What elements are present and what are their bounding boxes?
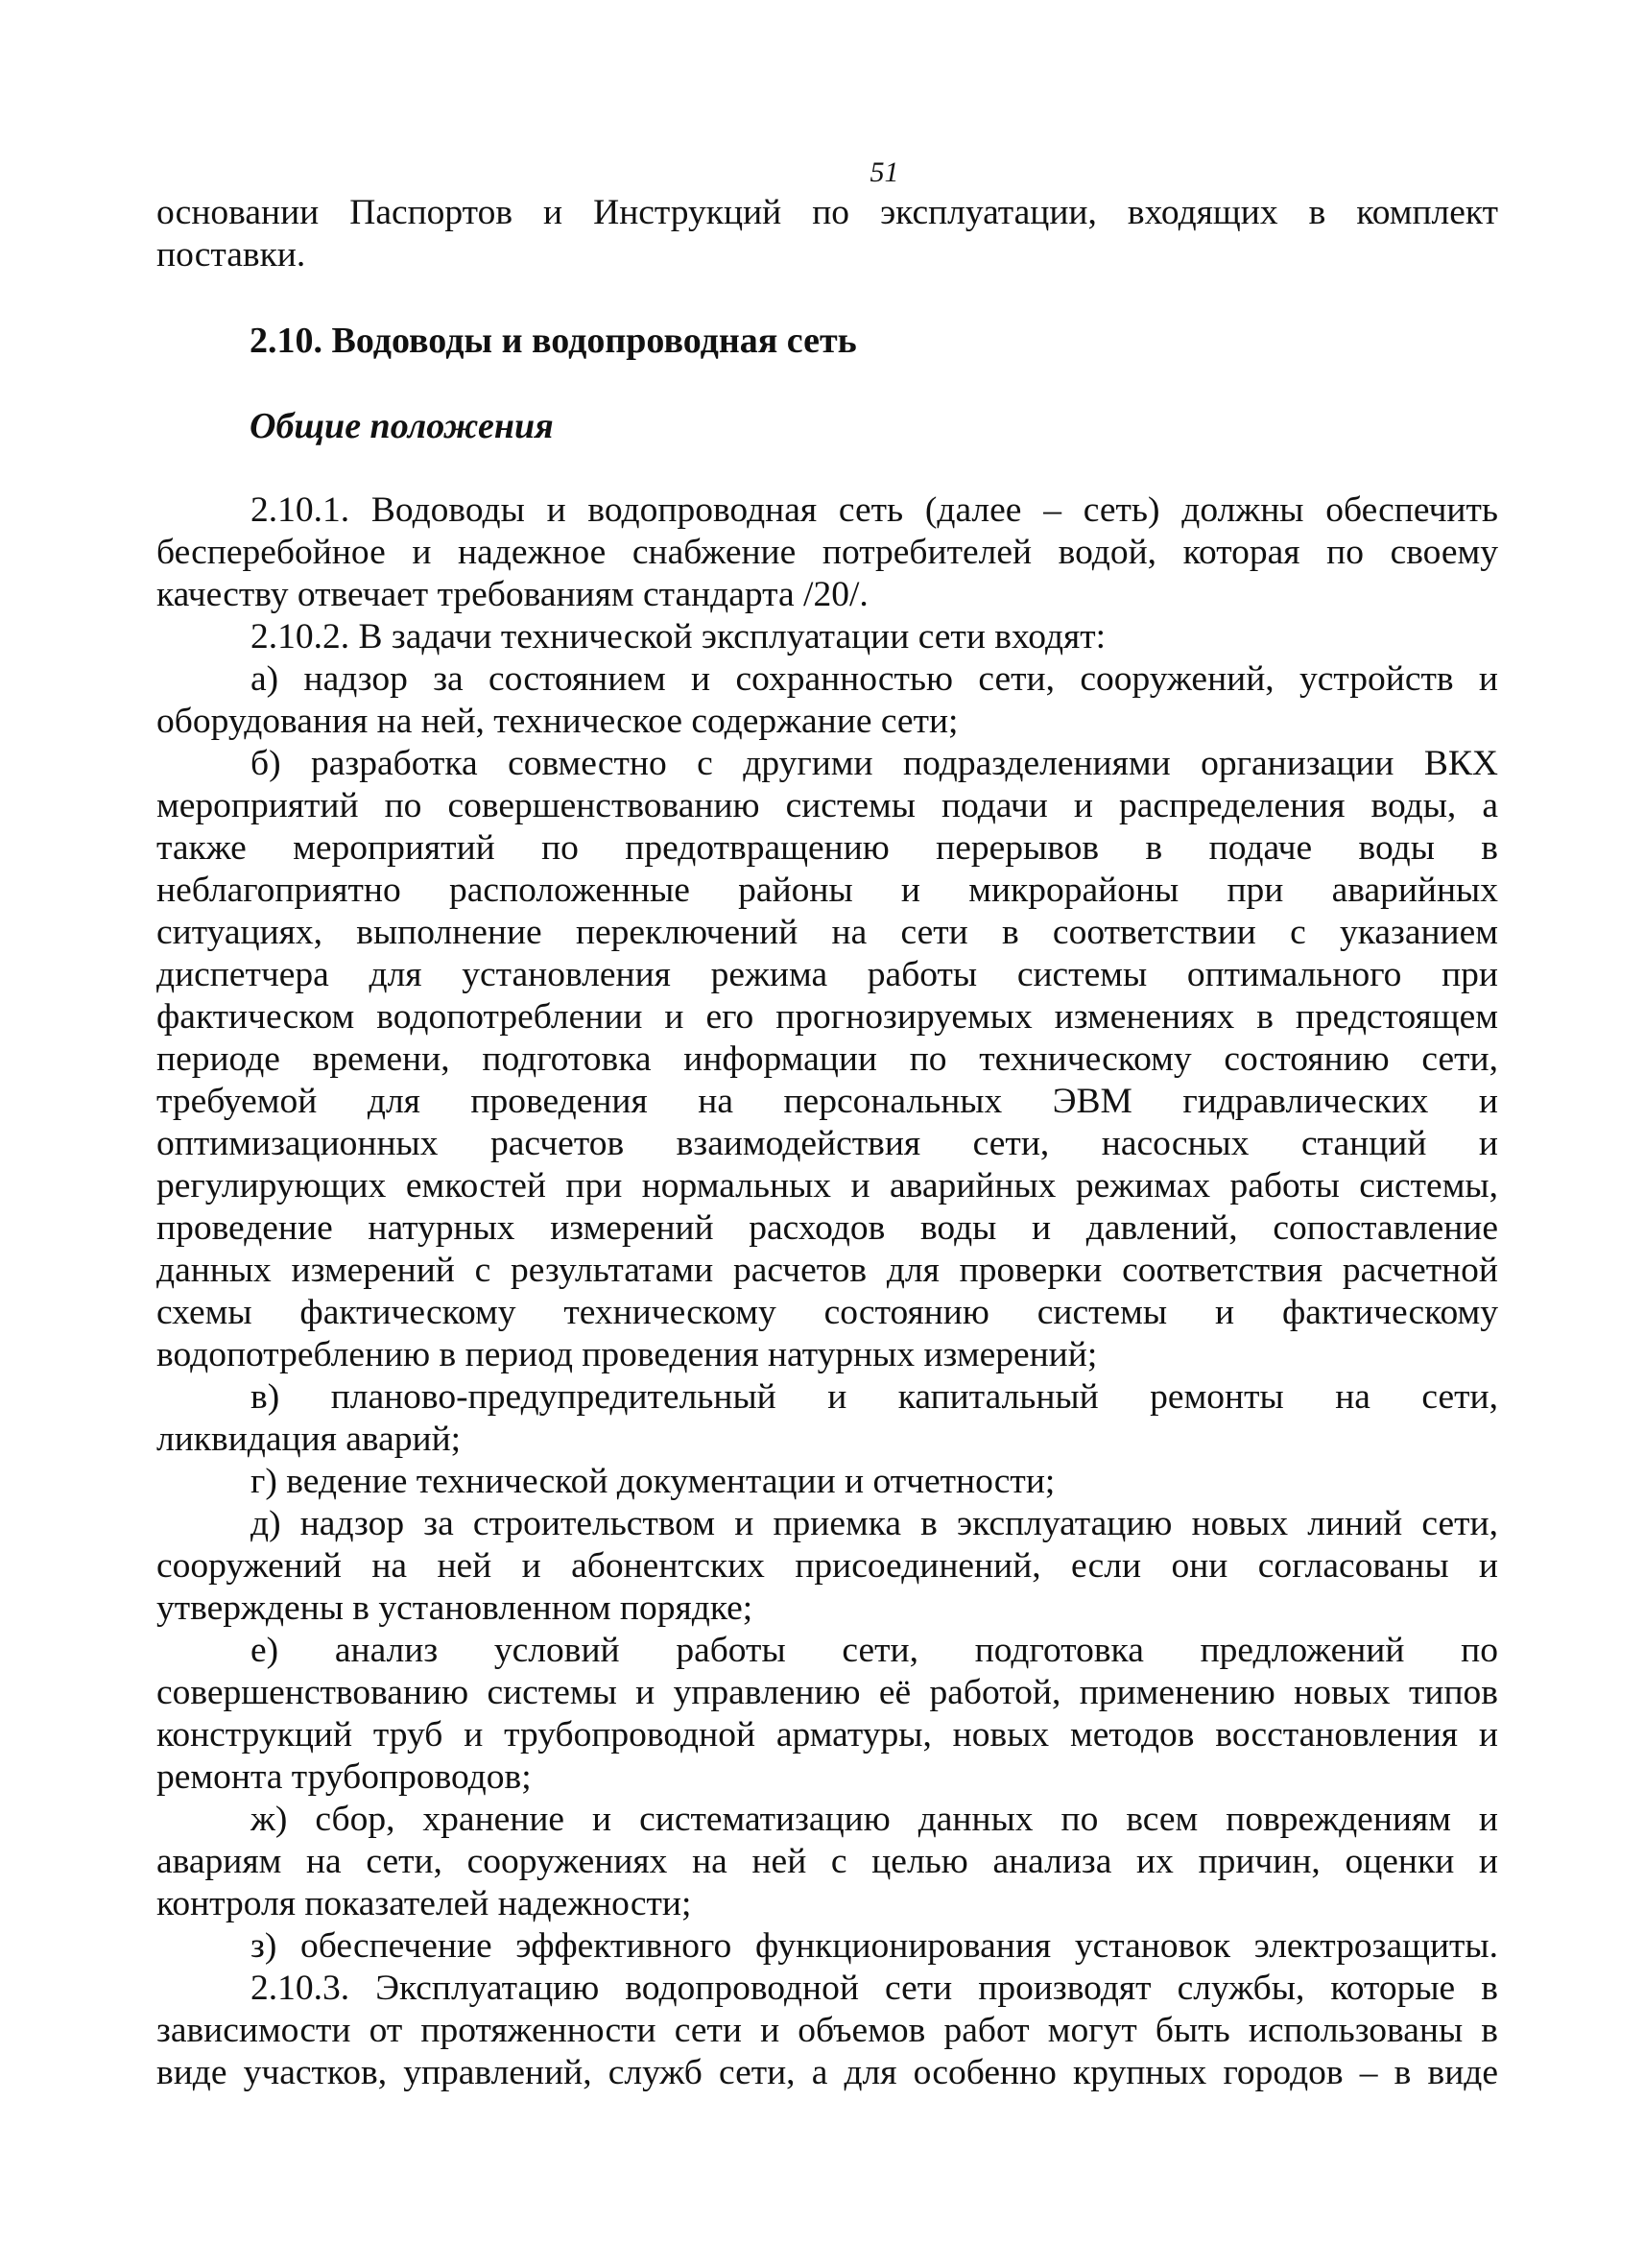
text-line: сооружений на ней и абонентских присоединений, если они согласованы и <box>156 1546 1498 1586</box>
text-line: ситуациях, выполнение переключений на сети в соответствии с указанием <box>156 913 1498 952</box>
text-line: оборудования на ней, техническое содержание сети; <box>156 702 959 741</box>
text-line: фактическом водопотреблении и его прогнозируемых изменениях в предстоящем <box>156 997 1498 1037</box>
text-line: б) разработка совместно с другими подразделениями организации ВКХ <box>250 744 1498 783</box>
text-line: оптимизационных расчетов взаимодействия сети, насосных станций и <box>156 1124 1498 1163</box>
text-line: основании Паспортов и Инструкций по эксплуатации, входящих в комплект <box>156 193 1498 232</box>
text-line: данных измерений с результатами расчетов для проверки соответствия расчетной <box>156 1251 1498 1290</box>
text-line: авариям на сети, сооружениях на ней с целью анализа их причин, оценки и <box>156 1842 1498 1881</box>
section-subheading: Общие положения <box>250 406 554 446</box>
text-line: бесперебойное и надежное снабжение потребителей водой, которая по своему <box>156 533 1498 572</box>
text-line: совершенствованию системы и управлению её работой, применению новых типов <box>156 1673 1498 1712</box>
text-line: а) надзор за состоянием и сохранностью сети, сооружений, устройств и <box>250 659 1498 699</box>
text-line: виде участков, управлений, служб сети, а для особенно крупных городов – в виде <box>156 2053 1498 2092</box>
text-line: 2.10.1. Водоводы и водопроводная сеть (далее – сеть) должны обеспечить <box>250 490 1498 530</box>
text-line: конструкций труб и трубопроводной арматуры, новых методов восстановления и <box>156 1715 1498 1755</box>
text-line: периоде времени, подготовка информации по техническому состоянию сети, <box>156 1039 1498 1079</box>
text-line: ремонта трубопроводов; <box>156 1757 532 1797</box>
text-line: диспетчера для установления режима работы системы оптимального при <box>156 955 1498 994</box>
text-line: качеству отвечает требованиям стандарта /20/. <box>156 575 869 614</box>
text-line: схемы фактическому техническому состоянию системы и фактическому <box>156 1293 1498 1332</box>
text-line: е) анализ условий работы сети, подготовка предложений по <box>250 1631 1498 1670</box>
text-line: 2.10.3. Эксплуатацию водопроводной сети производят службы, которые в <box>250 1969 1498 2008</box>
text-line: мероприятий по совершенствованию системы подачи и распределения воды, а <box>156 786 1498 825</box>
text-line: ликвидация аварий; <box>156 1420 462 1459</box>
text-line: в) планово-предупредительный и капитальный ремонты на сети, <box>250 1377 1498 1417</box>
text-line: г) ведение технической документации и отчетности; <box>250 1462 1056 1501</box>
page-number: 51 <box>870 156 899 188</box>
text-line: поставки. <box>156 235 306 275</box>
text-line: проведение натурных измерений расходов воды и давлений, сопоставление <box>156 1208 1498 1248</box>
text-line: д) надзор за строительством и приемка в эксплуатацию новых линий сети, <box>250 1504 1498 1543</box>
text-line: 2.10.2. В задачи технической эксплуатации сети входят: <box>250 617 1107 657</box>
text-line: контроля показателей надежности; <box>156 1884 692 1923</box>
text-line: зависимости от протяженности сети и объемов работ могут быть использованы в <box>156 2011 1498 2050</box>
text-line: ж) сбор, хранение и систематизацию данных по всем повреждениям и <box>250 1800 1498 1839</box>
text-line: неблагоприятно расположенные районы и микрорайоны при аварийных <box>156 871 1498 910</box>
section-heading: 2.10. Водоводы и водопроводная сеть <box>250 321 857 361</box>
text-line: утверждены в установленном порядке; <box>156 1588 753 1628</box>
text-line: требуемой для проведения на персональных ЭВМ гидравлических и <box>156 1082 1498 1121</box>
text-line: водопотреблению в период проведения натурных измерений; <box>156 1335 1098 1374</box>
text-line: регулирующих емкостей при нормальных и аварийных режимах работы системы, <box>156 1166 1498 1206</box>
text-line: з) обеспечение эффективного функционирования установок электрозащиты. <box>250 1926 1498 1966</box>
text-line: также мероприятий по предотвращению перерывов в подаче воды в <box>156 828 1498 868</box>
